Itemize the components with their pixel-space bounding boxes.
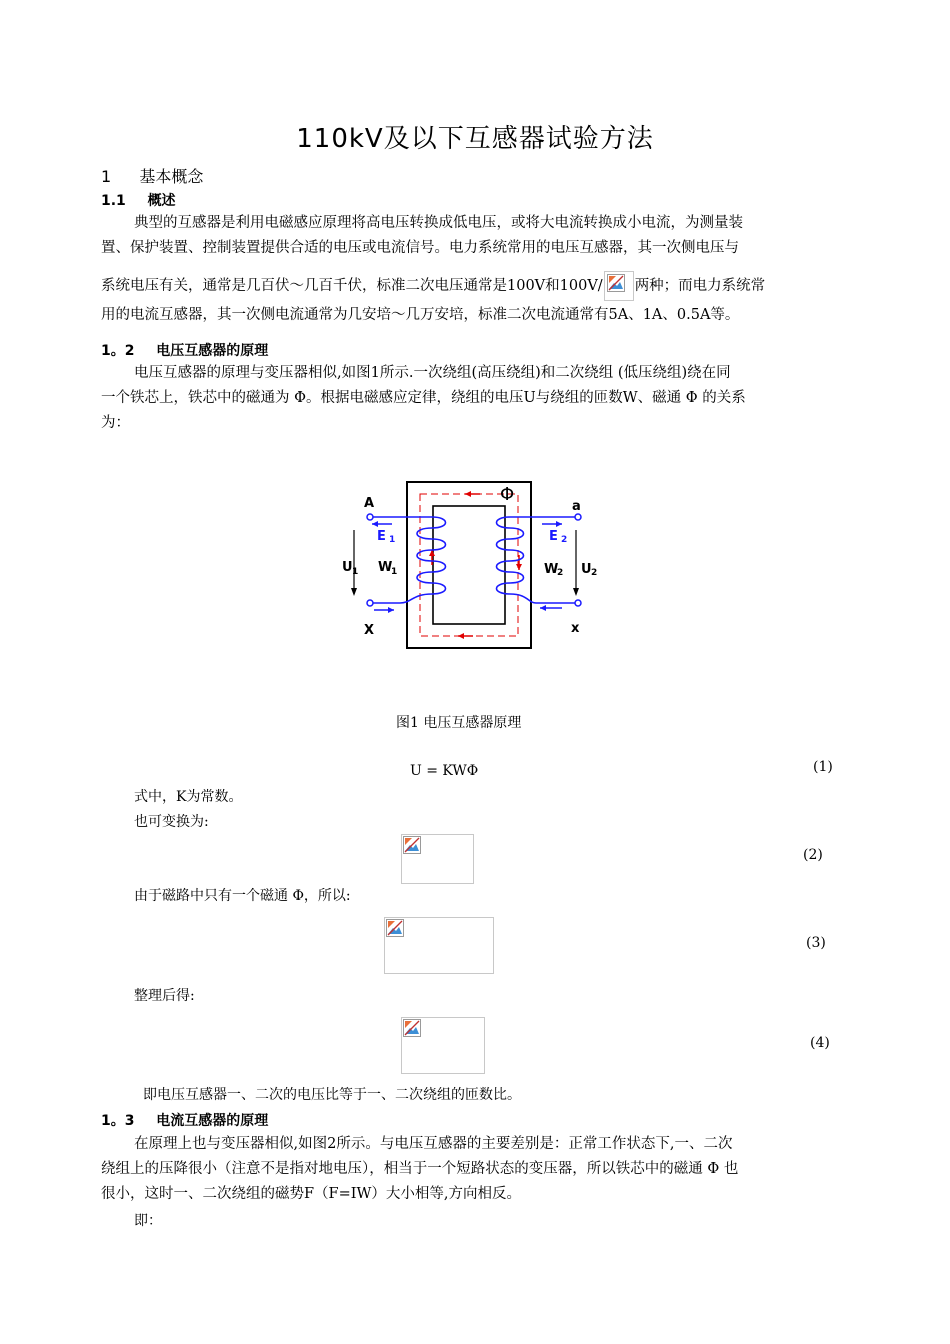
equation-2-image — [401, 834, 474, 884]
terminal-x — [575, 600, 581, 606]
secondary-winding — [497, 517, 577, 603]
subsection-heading — [101, 1110, 268, 1130]
text-after: 整理后得: — [134, 988, 195, 1004]
paragraph-ct-principle — [101, 1132, 851, 1207]
paragraph-line: 用的电流互感器，其一次侧电流通常为几安培～几万安培，标准二次电流通常有5A、1A、0.5A等。 — [101, 307, 740, 323]
flux-arrow-left — [429, 550, 435, 556]
broken-image-icon — [386, 919, 404, 937]
subsection-heading — [101, 340, 268, 360]
subsection-number: 1。2 — [101, 343, 135, 359]
text-ratio: 即电压互感器一、二次的电压比等于一、二次绕组的匝数比。 — [143, 1087, 521, 1103]
arrow-E2 — [556, 521, 562, 527]
core-window — [433, 506, 505, 624]
label-W1-sub: 1 — [391, 567, 398, 577]
equation-1: U = KWΦ — [410, 763, 479, 779]
paragraph-line — [101, 267, 851, 305]
arrow-X — [388, 607, 394, 613]
arrow-U2 — [573, 588, 579, 596]
text-k-constant: 式中，K为常数。 — [134, 789, 243, 805]
section-title: 基本概念 — [139, 167, 204, 186]
subsection-heading — [101, 190, 176, 210]
equation-3-image — [384, 917, 494, 974]
broken-image-icon — [403, 1019, 421, 1037]
paragraph-line: 很小，这时一、二次绕组的磁势F（F=IW）大小相等,方向相反。 — [101, 1186, 522, 1202]
subsection-title: 电流互感器的原理 — [156, 1113, 269, 1129]
label-W1: W — [378, 560, 393, 575]
paragraph-line: 一个铁芯上，铁芯中的磁通为 Φ。根据电磁感应定律，绕组的电压U与绕组的匝数W、磁通 Φ 的关系 — [101, 390, 746, 406]
arrow-E1 — [372, 521, 378, 527]
label-x: x — [571, 621, 580, 636]
equation-number: (1) — [813, 759, 833, 775]
flux-arrow-bottom — [458, 633, 464, 639]
label-U2-sub: 2 — [591, 568, 598, 578]
label-W2-sub: 2 — [557, 568, 564, 578]
flux-path — [420, 494, 518, 636]
label-a: a — [572, 499, 581, 514]
text-ji: 即： — [134, 1213, 162, 1229]
label-E1-sub: 1 — [389, 535, 396, 545]
subsection-title: 概述 — [147, 193, 176, 209]
terminal-a — [575, 514, 581, 520]
text-one-flux: 由于磁路中只有一个磁通 Φ，所以: — [134, 888, 351, 904]
subsection-number: 1.1 — [101, 193, 126, 209]
flux-arrow-right — [516, 564, 522, 570]
section-number: 1 — [101, 167, 112, 186]
broken-image-icon — [403, 836, 421, 854]
paragraph-line: 典型的互感器是利用电磁感应原理将高电压转换成低电压，或将大电流转换成小电流，为测量装 — [134, 215, 743, 231]
equation-number: (3) — [806, 935, 826, 951]
core-outer — [407, 482, 531, 648]
paragraph-line: 为： — [101, 415, 130, 431]
paragraph-line: 绕组上的压降很小（注意不是指对地电压），相当于一个短路状态的变压器，所以铁芯中的磁通 Φ 也 — [101, 1161, 739, 1177]
paragraph-line: 在原理上也与变压器相似,如图2所示。与电压互感器的主要差别是：正常工作状态下,一、二次 — [134, 1136, 733, 1152]
label-E2-sub: 2 — [561, 535, 568, 545]
flux-arrow-top — [465, 491, 471, 497]
paragraph-overview — [101, 211, 851, 328]
broken-image-icon — [604, 271, 634, 301]
subsection-title: 电压互感器的原理 — [156, 343, 269, 359]
paragraph-line: 电压互感器的原理与变压器相似,如图1所示.一次绕组(高压绕组)和二次绕组 (低压绕组)绕在同 — [134, 365, 731, 381]
label-A: A — [364, 496, 375, 511]
subsection-number: 1。3 — [101, 1113, 135, 1129]
equation-number: (4) — [810, 1035, 830, 1051]
terminal-X — [367, 600, 373, 606]
paragraph-vt-principle — [101, 361, 851, 436]
label-E2: E — [549, 529, 558, 544]
text-transform: 也可变换为: — [134, 814, 209, 830]
paragraph-line-part: 两种；而电力系统常 — [634, 278, 766, 294]
label-X: X — [364, 623, 375, 638]
vt-principle-diagram — [340, 470, 610, 660]
label-U1-sub: 1 — [352, 567, 359, 577]
terminal-A — [367, 514, 373, 520]
page-title: 110kV及以下互感器试验方法 — [296, 124, 654, 154]
paragraph-line: 置、保护装置、控制装置提供合适的电压或电流信号。电力系统常用的电压互感器，其一次侧电压与 — [101, 240, 739, 256]
label-U1: U — [342, 560, 353, 575]
label-W2: W — [544, 562, 559, 577]
arrow-U1 — [351, 588, 357, 596]
equation-number: (2) — [803, 847, 823, 863]
section-heading — [101, 164, 203, 187]
paragraph-line-part: 系统电压有关，通常是几百伏～几百千伏，标准二次电压通常是100V和100V/ — [101, 278, 603, 294]
label-U2: U — [581, 562, 592, 577]
equation-4-image — [401, 1017, 485, 1074]
figure-caption: 图1 电压互感器原理 — [396, 715, 522, 731]
label-phi: Φ — [500, 484, 515, 505]
arrow-x — [540, 605, 546, 611]
label-E1: E — [377, 529, 386, 544]
